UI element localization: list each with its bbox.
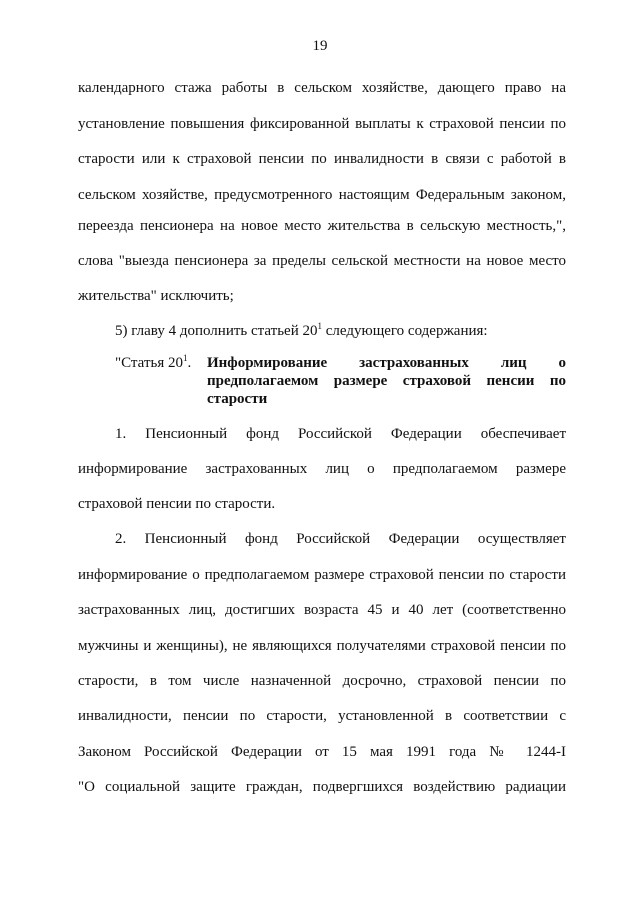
text-line: старости, в том числе назначенной досрочно, страховой пенсии по bbox=[78, 673, 566, 689]
page-number: 19 bbox=[312, 38, 328, 54]
text-line: сельском хозяйстве, предусмотренного настоящим Федеральным законом, bbox=[78, 187, 566, 203]
article-label bbox=[115, 354, 191, 372]
text-line: 2. Пенсионный фонд Российской Федерации осуществляет bbox=[115, 531, 566, 547]
text-line: страховой пенсии по старости. bbox=[78, 496, 276, 512]
superscript: 1 bbox=[182, 353, 188, 363]
article-title-line: предполагаемом размере страховой пенсии по bbox=[207, 373, 566, 389]
text-line: календарного стажа работы в сельском хозяйстве, дающего право на bbox=[78, 80, 566, 96]
text-line: установление повышения фиксированной выплаты к страховой пенсии по bbox=[78, 116, 566, 132]
text-line: старости или к страховой пенсии по инвалидности в связи с работой в bbox=[78, 151, 566, 167]
article-label-end: . bbox=[187, 355, 192, 371]
text-line: жительства" исключить; bbox=[78, 288, 234, 304]
item-5-text: 5) главу 4 дополнить статьей 20 bbox=[115, 323, 318, 339]
text-line: информирование застрахованных лиц о предполагаемом размере bbox=[78, 461, 566, 477]
text-line: мужчины и женщины), не являющихся получателями страховой пенсии по bbox=[78, 638, 566, 654]
text-line: застрахованных лиц, достигших возраста 45 и 40 лет (соответственно bbox=[78, 602, 566, 618]
text-line: слова "выезда пенсионера за пределы сельской местности на новое место bbox=[78, 253, 566, 269]
article-label-text: "Статья 20 bbox=[115, 355, 183, 371]
text-line: 1. Пенсионный фонд Российской Федерации обеспечивает bbox=[115, 426, 566, 442]
item-5 bbox=[115, 322, 566, 340]
text-line: "О социальной защите граждан, подвергшихся воздействию радиации bbox=[78, 779, 566, 795]
item-5-text-end: следующего содержания: bbox=[322, 323, 488, 339]
text-line: переезда пенсионера на новое место жительства в сельскую местность,", bbox=[78, 218, 566, 234]
text-line: инвалидности, пенсии по старости, установленной в соответствии с bbox=[78, 708, 566, 724]
article-title-line: Информирование застрахованных лиц о bbox=[207, 355, 566, 371]
article-title-line: старости bbox=[207, 391, 268, 407]
text-line: Законом Российской Федерации от 15 мая 1991 года № 1244-I bbox=[78, 744, 566, 760]
text-line: информирование о предполагаемом размере страховой пенсии по старости bbox=[78, 567, 566, 583]
superscript: 1 bbox=[317, 321, 322, 331]
